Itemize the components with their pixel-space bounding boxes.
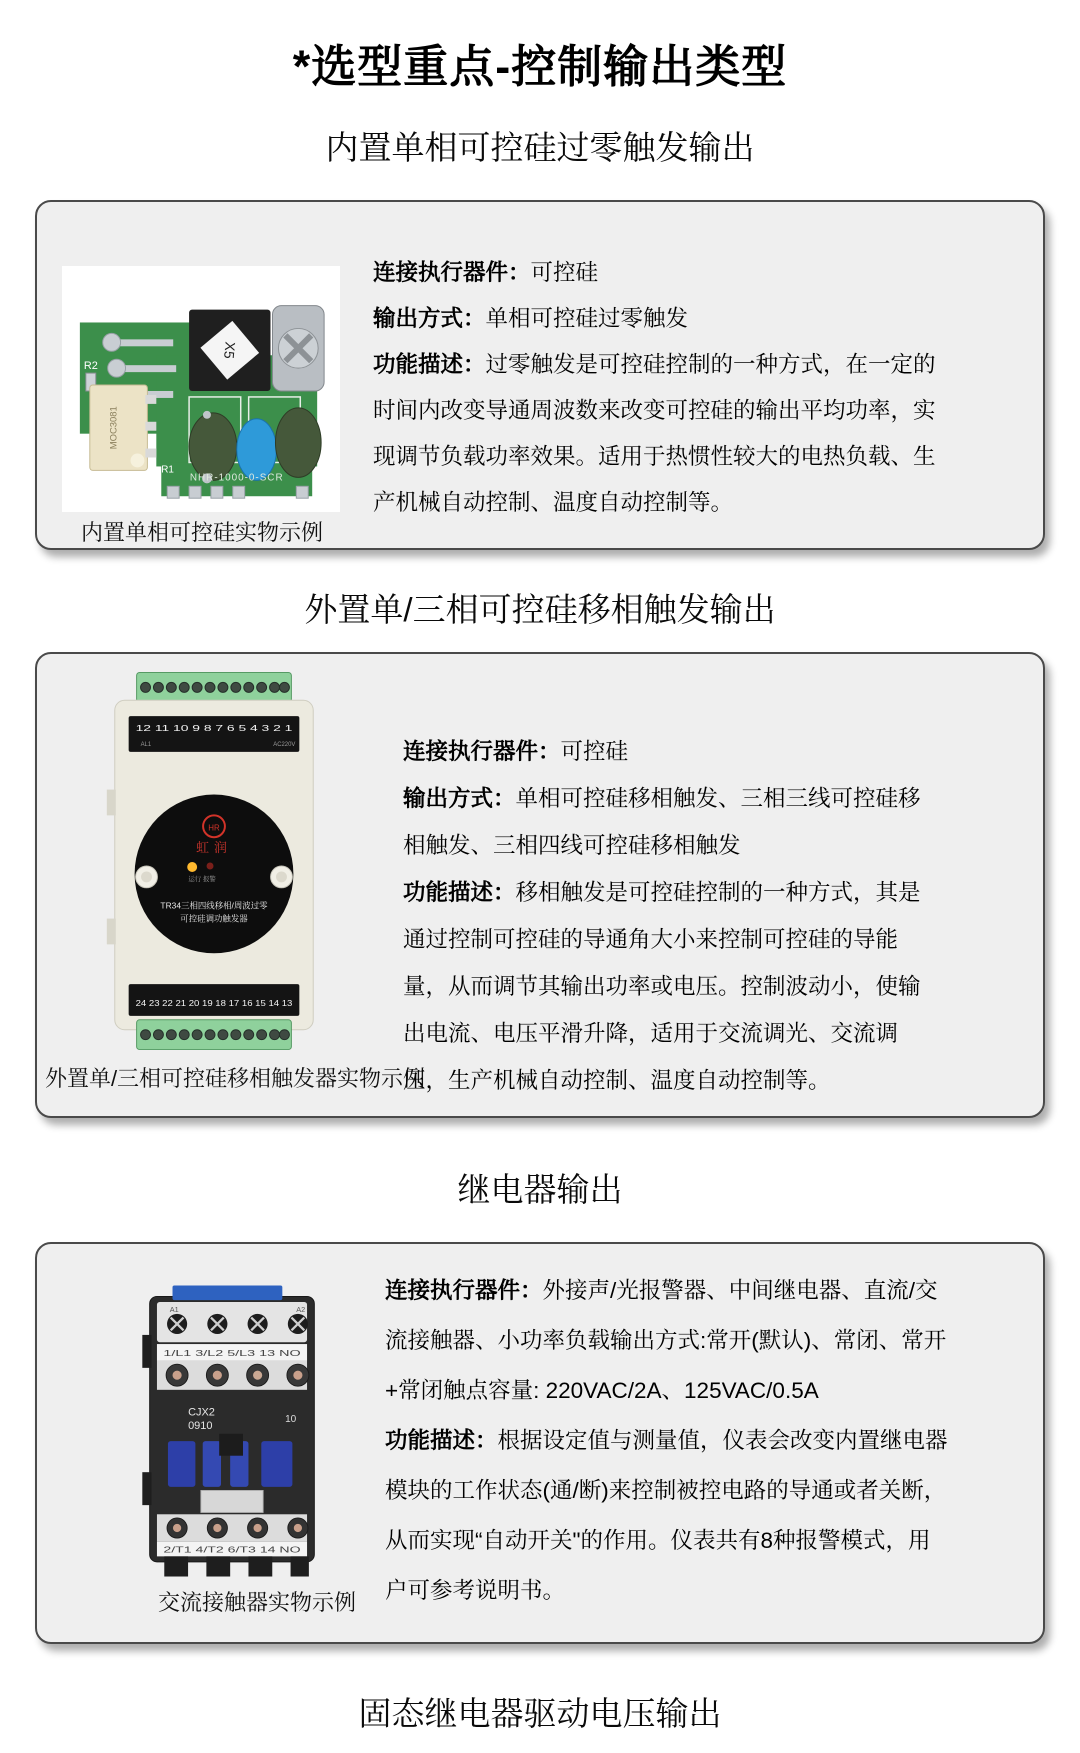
section-2-caption: 外置单/三相可控硅移相触发器实物示例 <box>44 1066 426 1091</box>
contactor-leg <box>248 1556 272 1576</box>
edge-pad <box>296 486 308 498</box>
coil-a1-label: A1 <box>169 1305 179 1315</box>
row-function <box>403 869 940 1104</box>
voltage-label <box>173 1285 283 1300</box>
row-text: 可控硅 <box>530 260 599 285</box>
edge-pad <box>167 486 179 498</box>
contactor-model-line1: CJX2 <box>188 1406 215 1419</box>
row-label: 功能描述： <box>403 880 516 905</box>
row-text: 外接声/光报警器、中间继电器、直流/交流接触器、小功率负载输出方式:常开(默认)、常闭、常开+常闭触点容量: 220VAC/2A、125VAC/0.5A <box>385 1278 947 1403</box>
pcb-label-r2: R2 <box>83 360 98 373</box>
row-text: 单相可控硅移相触发、三相三线可控硅移相触发、三相四线可控硅移相触发 <box>403 786 921 858</box>
pole-labels-bottom: 2/T1 4/T2 6/T3 14 NO <box>163 1545 301 1555</box>
chip-sticker-label: X5 <box>221 341 239 360</box>
pole-labels-top: 1/L1 3/L2 5/L3 13 NO <box>163 1348 301 1358</box>
row-output <box>373 296 953 342</box>
row-output <box>403 775 940 869</box>
row-connect <box>373 250 953 296</box>
section-1-text <box>373 250 953 526</box>
opto-pin <box>145 395 156 404</box>
terminal-label-left: AL1 <box>140 741 152 748</box>
rail-hook <box>142 1335 151 1368</box>
row-function <box>385 1416 952 1616</box>
module-desc-line1: TR34三相四线移相/周波过零 <box>160 900 268 911</box>
contactor-leg <box>291 1556 309 1576</box>
edge-pad <box>189 486 201 498</box>
mount-hole-right-inner <box>276 871 287 882</box>
solder-pad <box>103 333 121 351</box>
row-text: 单相可控硅过零触发 <box>485 306 689 331</box>
capacitor-blue <box>237 419 277 481</box>
rail-hook <box>142 1472 151 1505</box>
row-connect <box>403 728 940 775</box>
row-label: 输出方式： <box>373 306 486 331</box>
terminal-numbers-bottom: 24 23 22 21 20 19 18 17 16 15 14 13 <box>135 998 294 1008</box>
section-1-title: 内置单相可控硅过零触发输出 <box>325 129 755 166</box>
opto-dot <box>131 454 145 468</box>
contactor-photo <box>112 1280 352 1582</box>
contact-carrier <box>201 1490 263 1512</box>
row-label: 连接执行器件： <box>373 260 531 285</box>
alarm-led <box>207 863 214 870</box>
pcb-photo <box>62 266 340 512</box>
row-label: 连接执行器件： <box>385 1278 543 1303</box>
contactor-leg <box>206 1556 230 1576</box>
blue-button <box>261 1441 292 1487</box>
din-clip <box>107 919 116 945</box>
varistor-green <box>189 413 237 481</box>
blue-button <box>168 1441 195 1487</box>
section-3-text <box>385 1266 952 1616</box>
row-text: 移相触发是可控硅控制的一种方式，其是通过控制可控硅的导通角大小来控制可控硅的导能量，从而调节其输出功率或电压。控制波动小，使输出电流、电压平滑升降，适用于交流调光、交流调压，生产机械自动控制、温度自动控制等。 <box>403 880 921 1093</box>
terminal-numbers-top: 12 11 10 9 8 7 6 5 4 3 2 1 <box>135 724 294 734</box>
brand-logo: HR <box>208 823 220 833</box>
contactor-aux-label: 10 <box>285 1413 297 1425</box>
row-text: 过零触发是可控硅控制的一种方式，在一定的时间内改变导通周波数来改变可控硅的输出平均功率，实现调节负载功率效果。适用于热惯性较大的电热负载、生产机械自动控制、温度自动控制等。 <box>373 352 936 515</box>
row-label: 输出方式： <box>403 786 516 811</box>
page-title: *选型重点-控制输出类型 <box>292 41 788 92</box>
section-2-title: 外置单/三相可控硅移相触发输出 <box>304 591 776 628</box>
row-text: 根据设定值与测量值，仪表会改变内置继电器模块的工作状态(通/断)来控制被控电路的导通或者关断，从而实现“自动开关"的作用。仪表共有8种报警模式，用户可参考说明书。 <box>385 1428 948 1603</box>
face-label <box>135 795 294 954</box>
pcb-silkscreen: NHR-1000-0-SCR <box>189 472 284 484</box>
section-2-text <box>403 728 940 1104</box>
row-label: 功能描述： <box>373 352 486 377</box>
row-label: 连接执行器件： <box>403 739 561 764</box>
terminal-label-right: AC220V <box>273 741 296 748</box>
blue-button <box>203 1441 221 1487</box>
pcb-illustration <box>62 266 340 512</box>
optocoupler-label: MOC3081 <box>107 406 119 450</box>
coil-a2-label: A2 <box>296 1305 306 1315</box>
solder-pad <box>108 359 126 377</box>
edge-pad <box>233 486 245 498</box>
led-labels: 运行 报警 <box>188 875 216 883</box>
module-desc-line2: 可控硅调功触发器 <box>180 913 248 924</box>
row-text: 可控硅 <box>560 739 629 764</box>
run-led <box>187 862 197 872</box>
edge-pad <box>211 486 223 498</box>
contactor-leg <box>164 1556 188 1576</box>
latch-tab <box>219 1434 243 1456</box>
contactor-model-line2: 0910 <box>188 1420 213 1433</box>
trigger-module-photo <box>85 670 343 1058</box>
brand-name: 虹润 <box>196 840 232 856</box>
contactor-illustration <box>112 1280 352 1582</box>
section-4-title: 固态继电器驱动电压输出 <box>358 1695 722 1732</box>
section-3-caption: 交流接触器实物示例 <box>157 1590 356 1615</box>
trigger-module-illustration <box>85 670 343 1058</box>
din-clip <box>107 790 116 816</box>
lead-dot <box>203 411 211 419</box>
mount-hole-left-inner <box>141 871 152 882</box>
section-1-caption: 内置单相可控硅实物示例 <box>80 520 323 545</box>
varistor-green <box>275 408 321 478</box>
opto-pin <box>145 422 156 431</box>
row-label: 功能描述： <box>385 1428 498 1453</box>
row-function <box>373 342 953 526</box>
row-connect <box>385 1266 952 1416</box>
pcb-label-r1: R1 <box>161 464 174 476</box>
section-3-title: 继电器输出 <box>457 1171 623 1208</box>
opto-pin <box>145 449 156 458</box>
